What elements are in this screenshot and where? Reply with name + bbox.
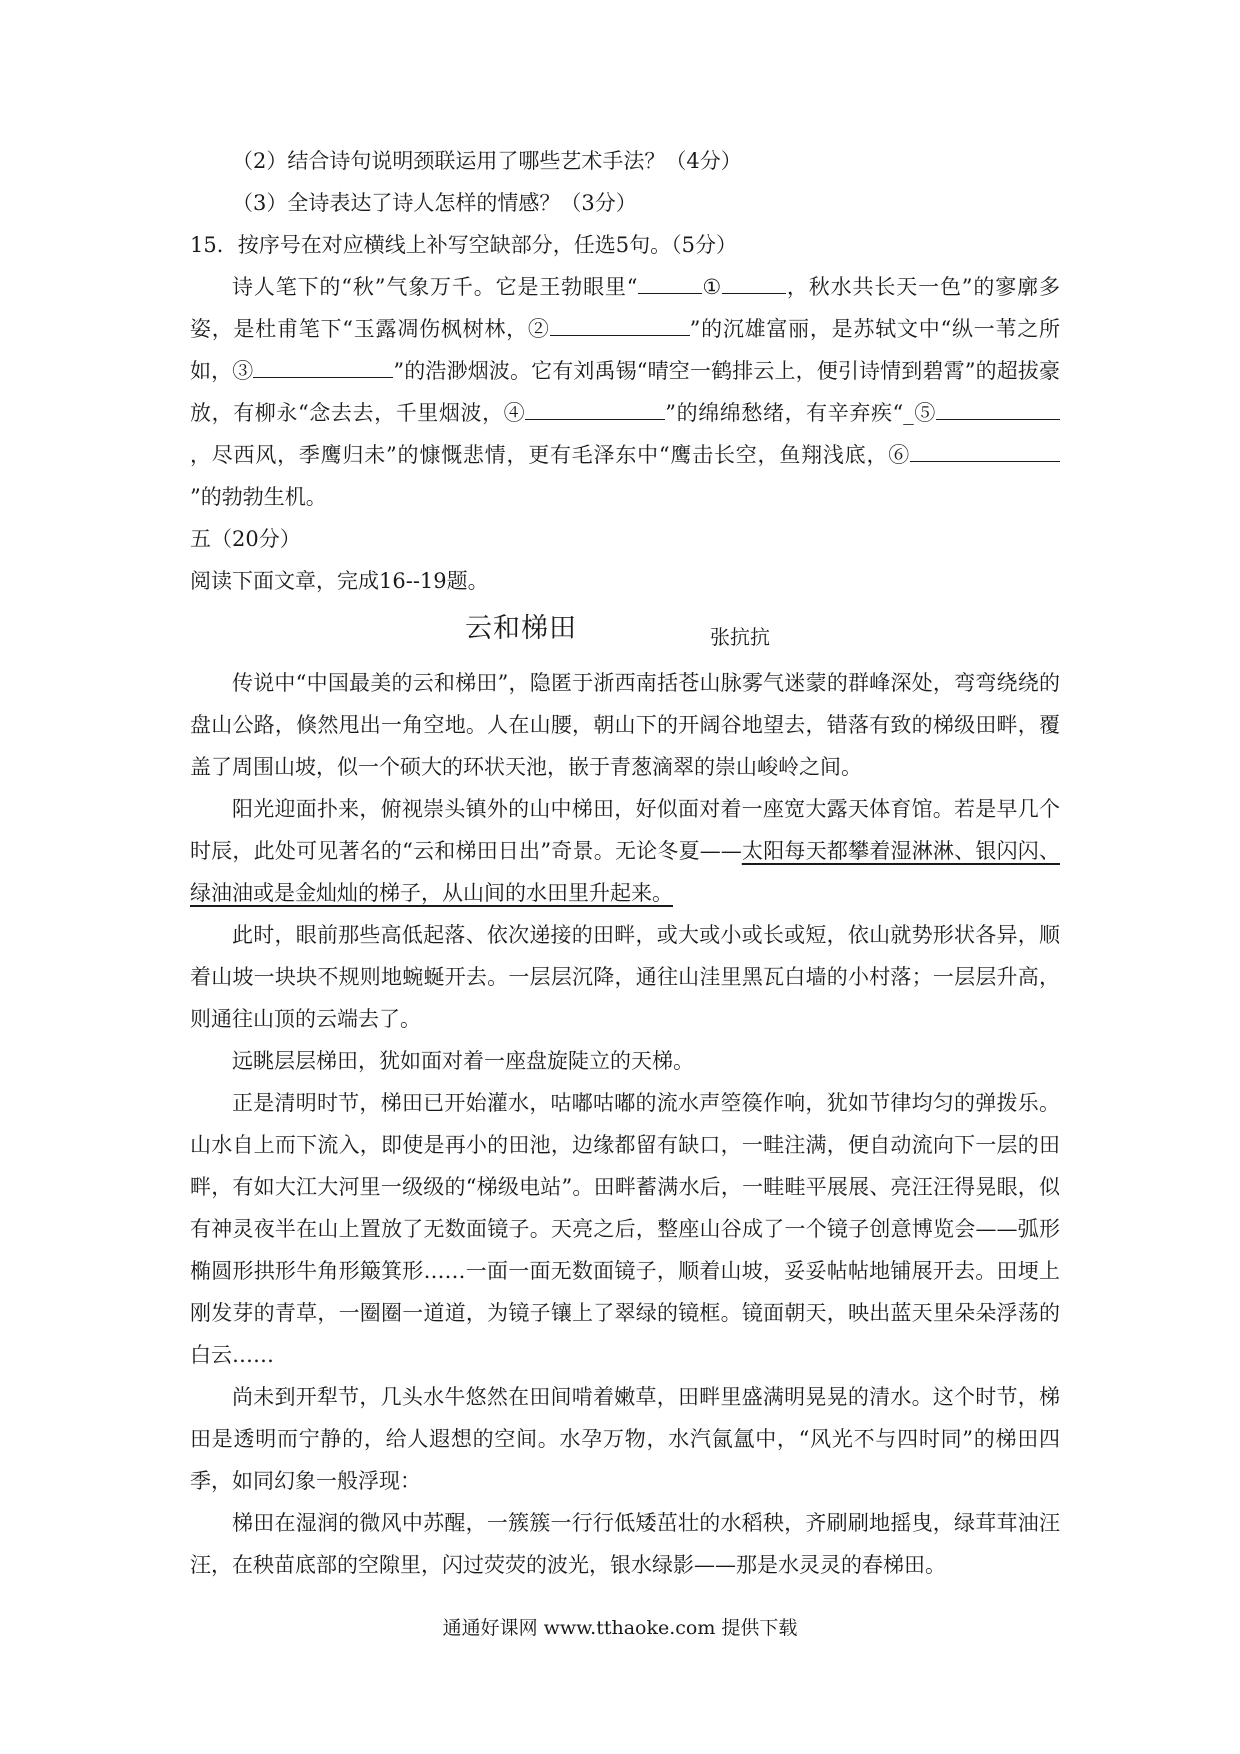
article-paragraph-2 xyxy=(190,788,1060,914)
blank-1a[interactable] xyxy=(638,271,702,294)
page-footer: 通通好课网 www.tthaoke.com 提供下载 xyxy=(442,1617,798,1639)
fill-text-4: ”的浩渺烟波。它有刘禹锡“晴空一鹤排云上，便引诗情到碧霄”的超拔豪放，有柳永“念去去，千里烟波，④ xyxy=(190,359,1060,425)
fill-text-6: ，尽西风，季鹰归未”的慷慨悲情，更有毛泽东中“鹰击长空，鱼翔浅底，⑥ xyxy=(190,443,910,467)
marker-1: ① xyxy=(701,275,723,299)
exam-page xyxy=(190,140,1060,1586)
paragraph-2-text: 阳光迎面扑来，俯视崇头镇外的山中梯田，好似面对着一座宽大露天体育馆。若是早几个时辰，此处可见著名的“云和梯田日出”奇景。无论冬夏—— xyxy=(190,797,1060,863)
article-title: 云和梯田 xyxy=(465,613,577,644)
article-paragraph-1: 传说中“中国最美的云和梯田”，隐匿于浙西南括苍山脉雾气迷蒙的群峰深处，弯弯绕绕的盘山公路，倏然甩出一角空地。人在山腰，朝山下的开阔谷地望去，错落有致的梯级田畔，覆盖了周围山坡，似一个硕大的环状天池，嵌于青葱滴翠的崇山峻岭之间。 xyxy=(190,671,1060,779)
article-author: 张抗抗 xyxy=(710,625,770,649)
fill-text-3: ”的沉雄富丽，是苏轼文中“纵一苇之所如，③ xyxy=(190,317,1060,383)
section-heading: 五（20分） xyxy=(190,527,301,551)
section-instruction: 阅读下面文章，完成16--19题。 xyxy=(190,569,489,593)
article-paragraph-6: 尚未到开犁节，几头水牛悠然在田间啃着嫩草，田畔里盛满明晃晃的清水。这个时节，梯田是透明而宁静的，给人遐想的空间。水孕万物，水汽氤氲中，“风光不与四时同”的梯田四季，如同幻象一般浮现： xyxy=(190,1385,1060,1493)
underlined-sentence: 太阳每天都攀着湿淋淋、银闪闪、绿油油或是金灿灿的梯子，从山间的水田里升起来。 xyxy=(190,839,1060,905)
fill-text-1: 诗人笔下的“秋”气象万千。它是王勃眼里“ xyxy=(232,275,638,299)
blank-6[interactable] xyxy=(910,439,1060,462)
question-15: 15．按序号在对应横线上补写空缺部分，任选5句。（5分） xyxy=(190,233,737,257)
article-header xyxy=(190,608,1060,660)
question-14-3: （3）全诗表达了诗人怎样的情感？（3分） xyxy=(232,191,637,215)
blank-5[interactable] xyxy=(936,397,1060,420)
article-paragraph-4: 远眺层层梯田，犹如面对着一座盘旋陡立的天梯。 xyxy=(232,1049,694,1073)
question-14-2: （2）结合诗句说明颈联运用了哪些艺术手法？（4分） xyxy=(232,149,742,173)
fill-text-2: ，秋水共长天一色”的寥廓多姿，是杜甫笔下“玉露凋伤枫树林，② xyxy=(190,275,1060,341)
fill-in-passage xyxy=(190,266,1060,518)
article-paragraph-7: 梯田在湿润的微风中苏醒，一簇簇一行行低矮茁壮的水稻秧，齐刷刷地摇曳，绿茸茸油汪汪，在秧苗底部的空隙里，闪过荧荧的波光，银水绿影——那是水灵灵的春梯田。 xyxy=(190,1511,1060,1577)
article-paragraph-5: 正是清明时节，梯田已开始灌水，咕嘟咕嘟的流水声箜篌作响，犹如节律均匀的弹拨乐。山水自上而下流入，即使是再小的田池，边缘都留有缺口，一畦注满，便自动流向下一层的田畔，有如大江大河里一级级的“梯级电站”。田畔蓄满水后，一畦畦平展展、亮汪汪得晃眼，似有神灵夜半在山上置放了无数面镜子。天亮之后，整座山谷成了一个镜子创意博览会——弧形椭圆形拱形牛角形簸箕形……一面一面无数面镜子，顺着山坡，妥妥帖帖地铺展开去。田埂上刚发芽的青草，一圈圈一道道，为镜子镶上了翠绿的镜框。镜面朝天，映出蓝天里朵朵浮荡的白云…… xyxy=(190,1091,1060,1367)
blank-2[interactable] xyxy=(550,313,690,336)
blank-1b[interactable] xyxy=(722,271,786,294)
fill-text-7: ”的勃勃生机。 xyxy=(190,485,327,509)
blank-4[interactable] xyxy=(525,397,665,420)
blank-3[interactable] xyxy=(253,355,393,378)
fill-text-5: ”的绵绵愁绪，有辛弃疾“_⑤ xyxy=(665,401,936,425)
article-paragraph-3: 此时，眼前那些高低起落、依次递接的田畔，或大或小或长或短，依山就势形状各异，顺着山坡一块块不规则地蜿蜒开去。一层层沉降，通往山洼里黑瓦白墙的小村落；一层层升高，则通往山顶的云端去了。 xyxy=(190,923,1060,1031)
